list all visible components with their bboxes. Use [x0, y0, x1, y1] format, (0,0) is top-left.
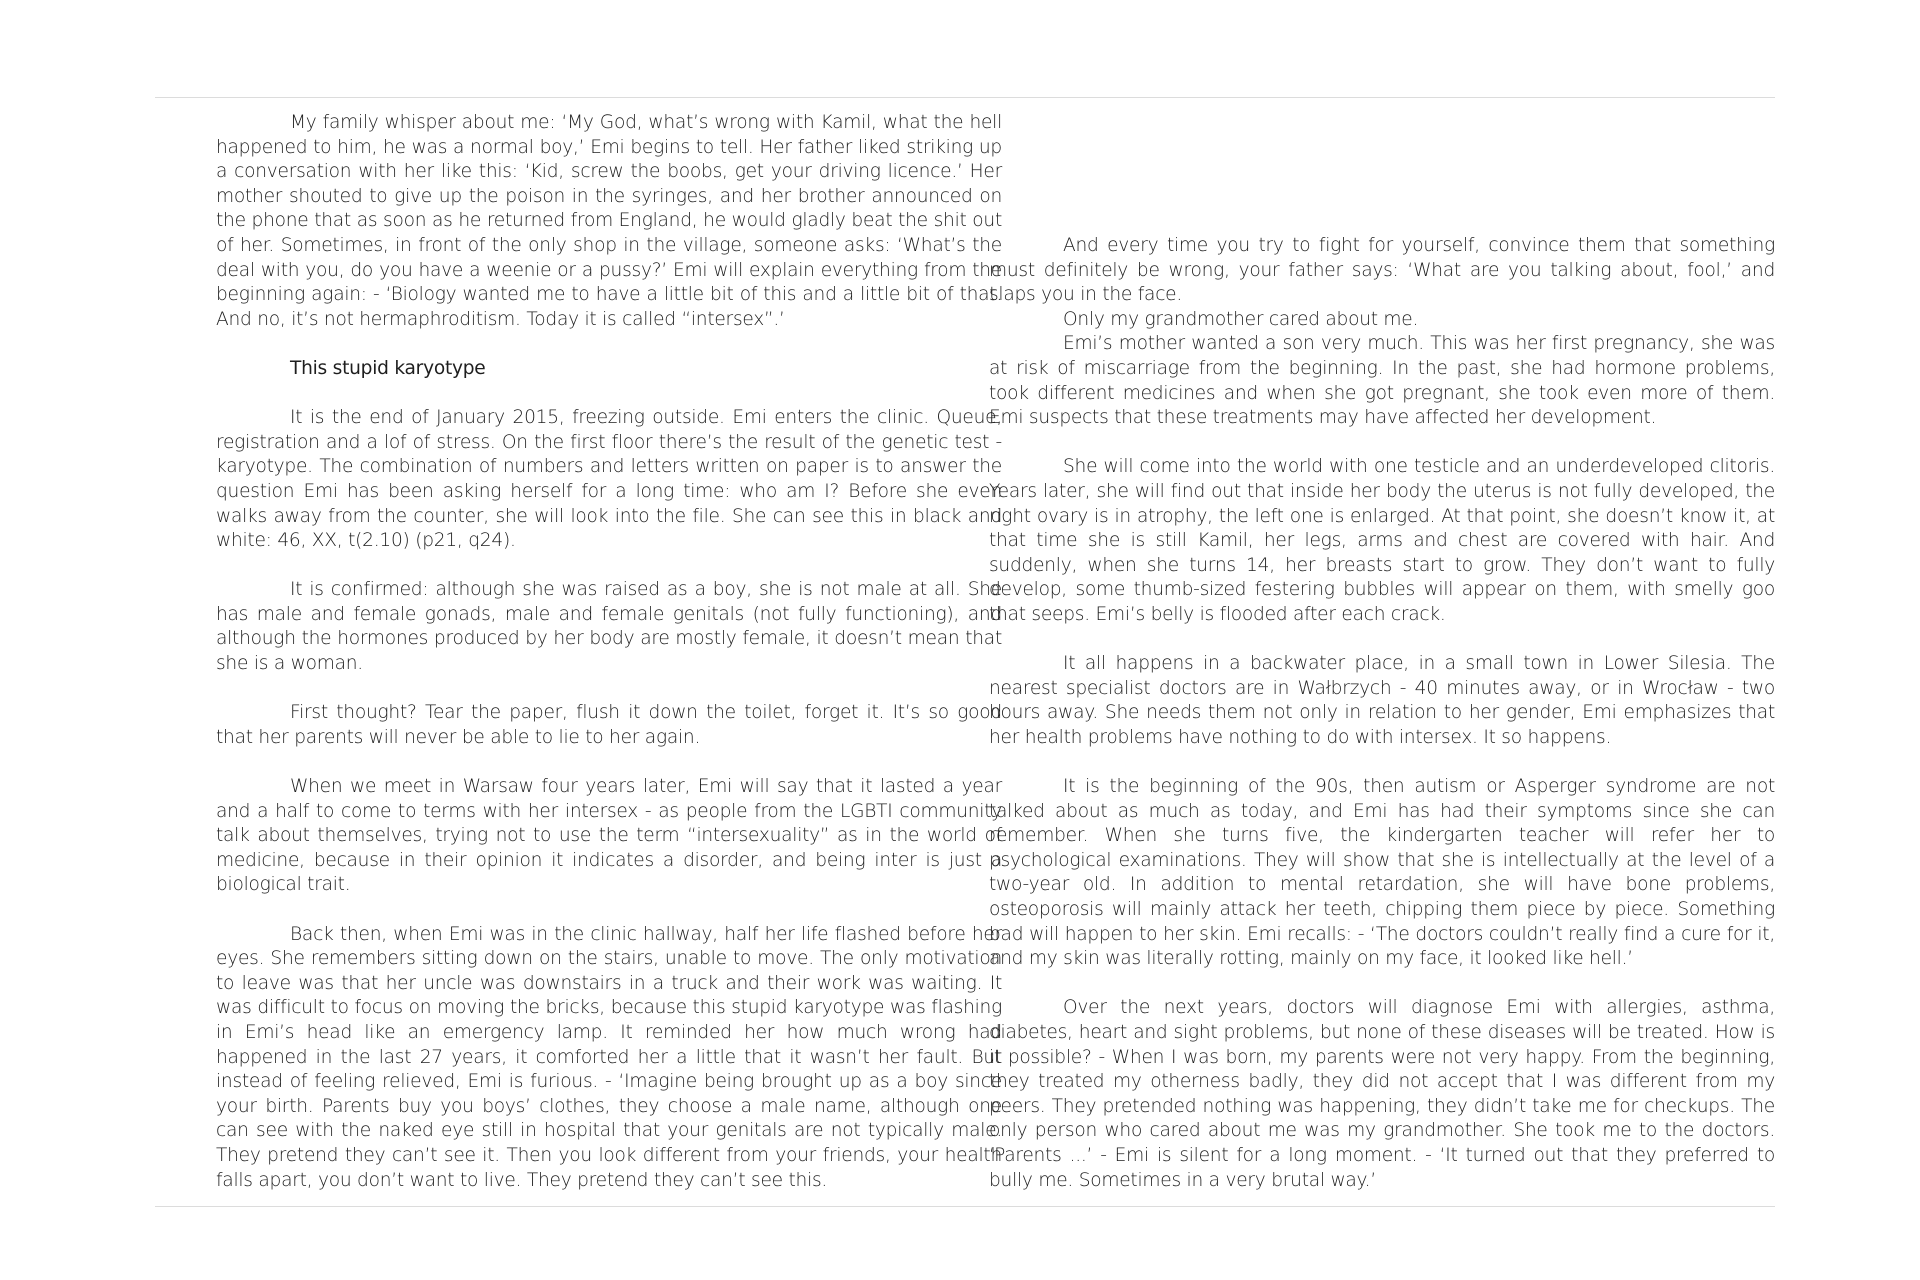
paragraph: It is confirmed: although she was raised as a boy, she is not male at all. She has male and female gonads, male and female genitals (not fully functioning), and although the hormones produced by her body are mostly female, it doesn’t mean that she is a woman. — [216, 579, 1002, 675]
paragraph: Only my grandmother cared about me. — [1063, 308, 1419, 330]
top-divider — [155, 97, 1775, 98]
left-column — [216, 111, 1002, 1193]
paragraph: She will come into the world with one testicle and an underdeveloped clitoris. Years later, she will find out that inside her body the uterus is not fully developed, the right ovary is in atrophy, the left one is enlarged. At that point, she doesn’t know it, at that time she is still Kamil, her legs, arms and chest are covered with hair. And suddenly, when she turns 14, her breasts start to grow. They don’t want to fully develop, some thumb-sized festering bubbles will appear on them, with smelly goo that seeps. Emi’s belly is flooded after each crack. — [989, 456, 1775, 625]
paragraph: Back then, when Emi was in the clinic hallway, half her life flashed before her eyes. She remembers sitting down on the stairs, unable to move. The only motivation to leave was that her uncle was downstairs in a truck and their work was waiting. It was difficult to focus on moving the bricks, because this stupid karyotype was flashing in Emi’s head like an emergency lamp. It reminded her how much wrong had happened in the last 27 years, it comforted her a little that it wasn’t her fault. But instead of feeling relieved, Emi is furious. - ‘Imagine being brought up as a boy since your birth. Parents buy you boys’ clothes, they choose a male name, although one can see with the naked eye still in hospital that your genitals are not typically male. They pretend they can’t see it. Then you look different from your friends, your health falls apart, you don’t want to live. They pretend they can’t see this. — [216, 923, 1002, 1191]
section-heading: This stupid karyotype — [290, 357, 486, 379]
right-column — [989, 234, 1775, 1193]
paragraph: It is the end of January 2015, freezing outside. Emi enters the clinic. Queue, registration and a lof of stress. On the first floor there’s the result of the genetic test - karyotype. The combination of numbers and letters written on paper is to answer the question Emi has been asking herself for a long time: who am I? Before she even walks away from the counter, she will look into the file. She can see this in black and white: 46, XX, t(2.10) (p21, q24). — [216, 407, 1002, 552]
paragraph: Over the next years, doctors will diagnose Emi with allergies, asthma, diabetes, heart and sight problems, but none of these diseases will be treated. How is it possible? - When I was born, my parents were not very happy. From the beginning, they treated my otherness badly, they did not accept that I was different from my peers. They pretended nothing was happening, they didn’t take me for checkups. The only person who cared about me was my grandmother. She took me to the doctors. ‘Parents ...’ - Emi is silent for a long moment. - ‘It turned out that they preferred to bully me. Sometimes in a very brutal way.’ — [989, 997, 1775, 1191]
paragraph: It is the beginning of the 90s, then autism or Asperger syndrome are not talked about as much as today, and Emi has had their symptoms since she can remember. When she turns five, the kindergarten teacher will refer her to psychological examinations. They will show that she is intellectually at the level of a two-year old. In addition to mental retardation, she will have bone problems, osteoporosis will mainly attack her teeth, chipping them piece by piece. Something bad will happen to her skin. Emi recalls: - ‘The doctors couldn’t really find a cure for it, and my skin was literally rotting, mainly on my face, it looked like hell.’ — [989, 776, 1775, 970]
paragraph: First thought? Tear the paper, flush it down the toilet, forget it. It’s so good that her parents will never be able to lie to her again. — [216, 702, 1002, 748]
paragraph: When we meet in Warsaw four years later, Emi will say that it lasted a year and a half to come to terms with her intersex - as people from the LGBTI community talk about themselves, trying not to use the term “intersexuality” as in the world of medicine, because in their opinion it indicates a disorder, and being inter is just a biological trait. — [216, 776, 1002, 896]
paragraph: It all happens in a backwater place, in a small town in Lower Silesia. The nearest specialist doctors are in Wałbrzych - 40 minutes away, or in Wrocław - two hours away. She needs them not only in relation to her gender, Emi emphasizes that her health problems have nothing to do with intersex. It so happens. — [989, 653, 1775, 748]
bottom-divider — [155, 1206, 1775, 1207]
paragraph: Emi’s mother wanted a son very much. This was her first pregnancy, she was at risk of miscarriage from the beginning. In the past, she had hormone problems, took different medicines and when she got pregnant, she took even more of them. Emi suspects that these treatments may have affected her development. — [989, 333, 1775, 429]
paragraph: My family whisper about me: ‘My God, what’s wrong with Kamil, what the hell happened to him, he was a normal boy,’ Emi begins to tell. Her father liked striking up a conversation with her like this: ‘Kid, screw the boobs, get your driving licence.’ Her mother shouted to give up the poison in the syringes, and her brother announced on the phone that as soon as he returned from England, he would gladly beat the shit out of her. Sometimes, in front of the only shop in the village, someone asks: ‘What’s the deal with you, do you have a weenie or a pussy?’ Emi will explain everything from the beginning again: - ‘Biology wanted me to have a little bit of this and a little bit of that. And no, it’s not hermaphroditism. Today it is called “intersex”.’ — [216, 112, 1002, 330]
paragraph: And every time you try to fight for yourself, convince them that something must definitely be wrong, your father says: ‘What are you talking about, fool,’ and slaps you in the face. — [989, 235, 1775, 306]
